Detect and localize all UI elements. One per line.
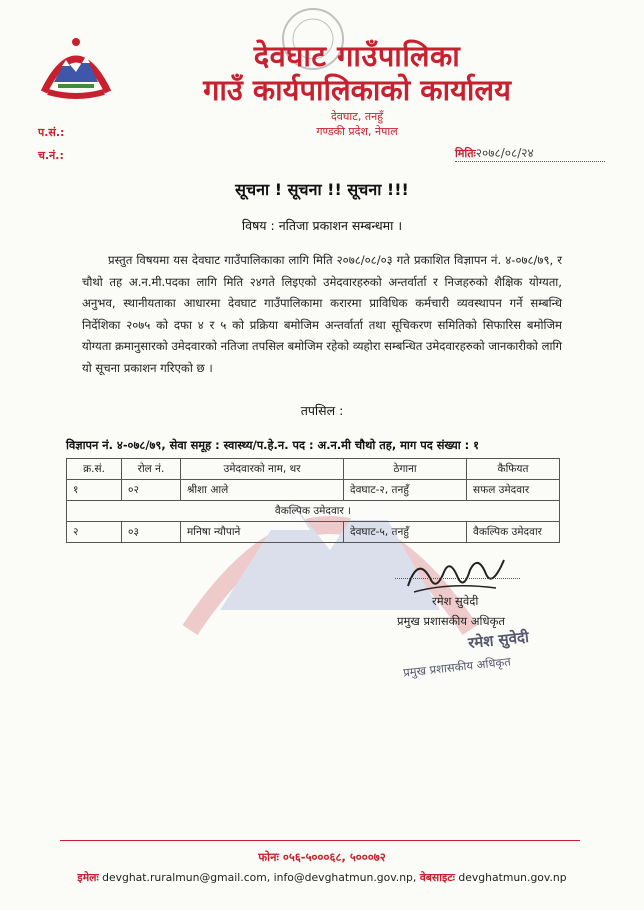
- notice-body: प्रस्तुत विषयमा यस देवघाट गाउँपालिकाका लागि मिति २०७८/०८/०३ गते प्रकाशित विज्ञापन नं. ४-०७८/७९, र चौथो तह अ.न.मी.पदका लागि मिति २४गते लिइएको उमेदवारहरुको अन्तर्वार्ता र निजहरुको शैक्षिक योग्यता, अनुभव, स्थानीयताका आधारमा देवघाट गाउँपालिकामा करारमा प्राविधिक कर्मचारी व्यवस्थापन गर्ने सम्बन्धि निर्देशिका २०७५ को दफा ४ र ५ को प्रक्रिया बमोजिम अन्तर्वार्ता तथा सूचिकरण समितिको सिफारिस बमोजिम योग्यता क्रमानुसारको उमेदवारको नतिजा तपसिल बमोजिम रहेको व्यहोरा सम्बन्धित उमेदवारहरुको जानकारीको लागि यो सूचना प्रकाशन गरिएको छ ।: [82, 253, 563, 375]
- table-cell: ०३: [122, 522, 181, 543]
- alternate-candidates-label: वैकल्पिक उमेदवार ।: [67, 501, 560, 522]
- signatory-name: रमेश सुवेदी: [432, 594, 479, 608]
- table-row: [67, 480, 560, 501]
- footer-contact: [0, 870, 644, 885]
- table-header-cell: कैफियत: [467, 459, 560, 480]
- email-value[interactable]: devghat.ruralmun@gmail.com, info@devghatmun.gov.np,: [102, 871, 417, 884]
- table-header-cell: ठेगाना: [344, 459, 467, 480]
- phone-value: ०५६-५०००६८, ५०००७२: [282, 850, 386, 864]
- table-cell: श्रीशा आले: [181, 480, 344, 501]
- footer-divider: [60, 840, 580, 841]
- table-header-cell: उमेदवारको नाम, थर: [181, 459, 344, 480]
- advertisement-line: विज्ञापन नं. ४-०७८/७९, सेवा समूह : स्वास्थ्य/प.हे.न. पद : अ.न.मी चौथो तह, माग पद संख्या : १: [66, 438, 480, 452]
- signature-line: [395, 578, 520, 579]
- table-cell: वैकल्पिक उमेदवार: [467, 522, 560, 543]
- table-row: [67, 522, 560, 543]
- table-header-cell: रोल नं.: [122, 459, 181, 480]
- address-line-2: गण्डकी प्रदेश, नेपाल: [316, 125, 398, 138]
- table-cell: ०२: [122, 480, 181, 501]
- table-cell: मनिषा न्यौपाने: [181, 522, 344, 543]
- table-cell: सफल उमेदवार: [467, 480, 560, 501]
- office-name: देवघाट गाउँपालिका: [253, 39, 461, 73]
- date-value: २०७८/०८/२४: [475, 146, 534, 160]
- address-line-1: देवघाट, तनहुँ: [330, 110, 384, 123]
- details-heading: तपसिल :: [300, 403, 344, 418]
- office-subtitle: गाउँ कार्यपालिकाको कार्यालय: [203, 73, 511, 107]
- stamp-name: रमेश सुवेदी: [467, 627, 530, 653]
- table-header-cell: क्र.सं.: [67, 459, 122, 480]
- notice-heading: सूचना ! सूचना !! सूचना !!!: [235, 180, 409, 199]
- stamp-title: प्रमुख प्रशासकीय अधिकृत: [402, 654, 512, 680]
- date-label: मितिः: [455, 147, 476, 160]
- phone-label: फोनः: [258, 850, 279, 864]
- table-cell: १: [67, 480, 122, 501]
- email-label: इमेलः: [77, 871, 99, 884]
- footer-phone: [0, 850, 644, 865]
- website-label: वेबसाइटः: [419, 871, 455, 884]
- reference-number-label: प.सं.:: [38, 126, 65, 139]
- date-field: [455, 144, 605, 162]
- table-cell: २: [67, 522, 122, 543]
- signatory-title: प्रमुख प्रशासकीय अधिकृत: [397, 614, 505, 628]
- table-header-row: [67, 459, 560, 480]
- table-cell: देवघाट-२, तनहुँ: [344, 480, 467, 501]
- table-section-row: [67, 501, 560, 522]
- notice-subject: विषय : नतिजा प्रकाशन सम्बन्धमा ।: [241, 218, 403, 233]
- handwritten-signature: [400, 548, 510, 598]
- website-value[interactable]: devghatmun.gov.np: [458, 871, 567, 884]
- results-table: [66, 458, 560, 543]
- table-cell: देवघाट-५, तनहुँ: [344, 522, 467, 543]
- dispatch-number-label: च.नं.:: [38, 149, 64, 162]
